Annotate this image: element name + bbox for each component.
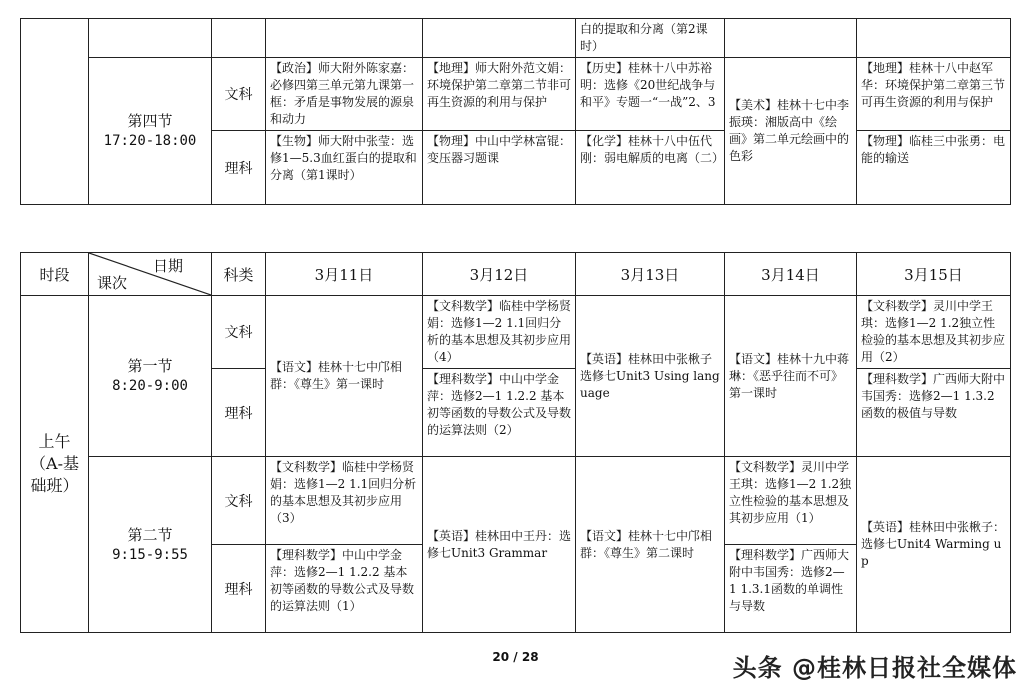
s2-arts-d11: 【文科数学】临桂中学杨贤娟：选修1—2 1.1回归分析的基本思想及其初步应用（3） — [266, 457, 423, 545]
s1-d11-merged: 【语文】桂林十七中邝相群：《尊生》第一课时 — [266, 296, 423, 457]
arts-label: 文科 — [212, 58, 266, 131]
period-morning: 上午（A-基础班） — [21, 296, 89, 633]
watermark: 头条 @桂林日报社全媒体 — [732, 654, 1017, 682]
page-number: 20 / 28 — [492, 650, 539, 664]
cont-cell-d13: 白的提取和分离（第2课时） — [576, 19, 725, 58]
header-category: 科类 — [212, 253, 266, 296]
cont-cell — [89, 19, 212, 58]
header-date-2: 3月12日 — [423, 253, 576, 296]
cont-cell — [857, 19, 1011, 58]
s1-arts-d12: 【文科数学】临桂中学杨贤娟：选修1—2 1.1回归分析的基本思想及其初步应用（4） — [423, 296, 576, 369]
science-label: 理科 — [212, 131, 266, 205]
s4-sci-d15: 【物理】临桂三中张勇：电能的输送 — [857, 131, 1011, 205]
s1-d13-merged: 【英语】桂林田中张楸子选修七Unit3 Using language — [576, 296, 725, 457]
s4-arts-d12: 【地理】师大附外范文娟：环境保护第二章第二节非可再生资源的利用与保护 — [423, 58, 576, 131]
cont-cell — [423, 19, 576, 58]
s4-sci-d11: 【生物】师大附中张莹：选修1—5.3血红蛋白的提取和分离（第1课时） — [266, 131, 423, 205]
arts-label: 文科 — [212, 296, 266, 369]
session2-name: 第二节 — [127, 525, 173, 544]
header-date-1: 3月11日 — [266, 253, 423, 296]
s4-sci-d13: 【化学】桂林十八中伍代刚：弱电解质的电离（二） — [576, 131, 725, 205]
s2-d12-merged: 【英语】桂林田中王丹：选修七Unit3 Grammar — [423, 457, 576, 633]
session4-cell — [89, 58, 212, 205]
session1-cell — [89, 296, 212, 457]
cont-cell — [725, 19, 857, 58]
header-date-5: 3月15日 — [857, 253, 1011, 296]
s1-sci-d12: 【理科数学】中山中学金 萍：选修2—1 1.2.2 基本初等函数的导数公式及导数的运算法则（2） — [423, 369, 576, 457]
s4-arts-d15: 【地理】桂林十八中赵军华：环境保护第二章第三节可再生资源的利用与保护 — [857, 58, 1011, 131]
s1-sci-d15: 【理科数学】广西师大附中韦国秀：选修2—1 1.3.2函数的极值与导数 — [857, 369, 1011, 457]
science-label: 理科 — [212, 545, 266, 633]
session1-name: 第一节 — [127, 357, 173, 375]
science-label: 理科 — [212, 369, 266, 457]
s1-d14-merged: 【语文】桂林十九中蒋琳：《恶乎往而不可》第一课时 — [725, 296, 857, 457]
s1-arts-d15: 【文科数学】灵川中学王琪：选修1—2 1.2独立性检验的基本思想及其初步应用（2） — [857, 296, 1011, 369]
session4-time: 17:20-18:00 — [103, 133, 197, 149]
s4-sci-d12: 【物理】中山中学林富锟：变压器习题课 — [423, 131, 576, 205]
arts-label: 文科 — [212, 457, 266, 545]
s4-arts-d11: 【政治】师大附外陈家嘉：必修四第三单元第九课第一框：矛盾是事物发展的源泉和动力 — [266, 58, 423, 131]
s2-sci-d14: 【理科数学】广西师大附中韦国秀：选修2—1 1.3.1函数的单调性与导数 — [725, 545, 857, 633]
session4-name: 第四节 — [127, 112, 173, 130]
header-date-3: 3月13日 — [576, 253, 725, 296]
cont-cell — [266, 19, 423, 58]
s2-d13-merged: 【语文】桂林十七中邝相群：《尊生》第二课时 — [576, 457, 725, 633]
session2-time: 9:15-9:55 — [112, 546, 188, 563]
period-cell-blank — [21, 19, 89, 205]
header-date-label: 日期 — [152, 257, 183, 275]
s2-arts-d14: 【文科数学】灵川中学王琪：选修1—2 1.2独立性检验的基本思想及其初步应用（1） — [725, 457, 857, 545]
schedule-table — [20, 252, 1011, 633]
s4-d14-merged: 【美术】桂林十七中李振瑛：湘版高中《绘画》第二单元绘画中的色彩 — [725, 58, 857, 205]
cont-cell — [212, 19, 266, 58]
header-lesson-label: 课次 — [97, 274, 128, 292]
header-period: 时段 — [21, 253, 89, 296]
s2-d15-merged: 【英语】桂林田中张楸子：选修七Unit4 Warming up — [857, 457, 1011, 633]
schedule-table-continued — [20, 18, 1011, 205]
s2-sci-d11: 【理科数学】中山中学金 萍：选修2—1 1.2.2 基本初等函数的导数公式及导数的运算法则（1） — [266, 545, 423, 633]
session1-time: 8:20-9:00 — [112, 378, 188, 394]
s4-arts-d13: 【历史】桂林十八中苏裕明：选修《20世纪战争与和平》专题一“一战”2、3 — [576, 58, 725, 131]
header-date-4: 3月14日 — [725, 253, 857, 296]
session2-cell — [89, 457, 212, 633]
header-diagonal-cell — [89, 253, 212, 296]
